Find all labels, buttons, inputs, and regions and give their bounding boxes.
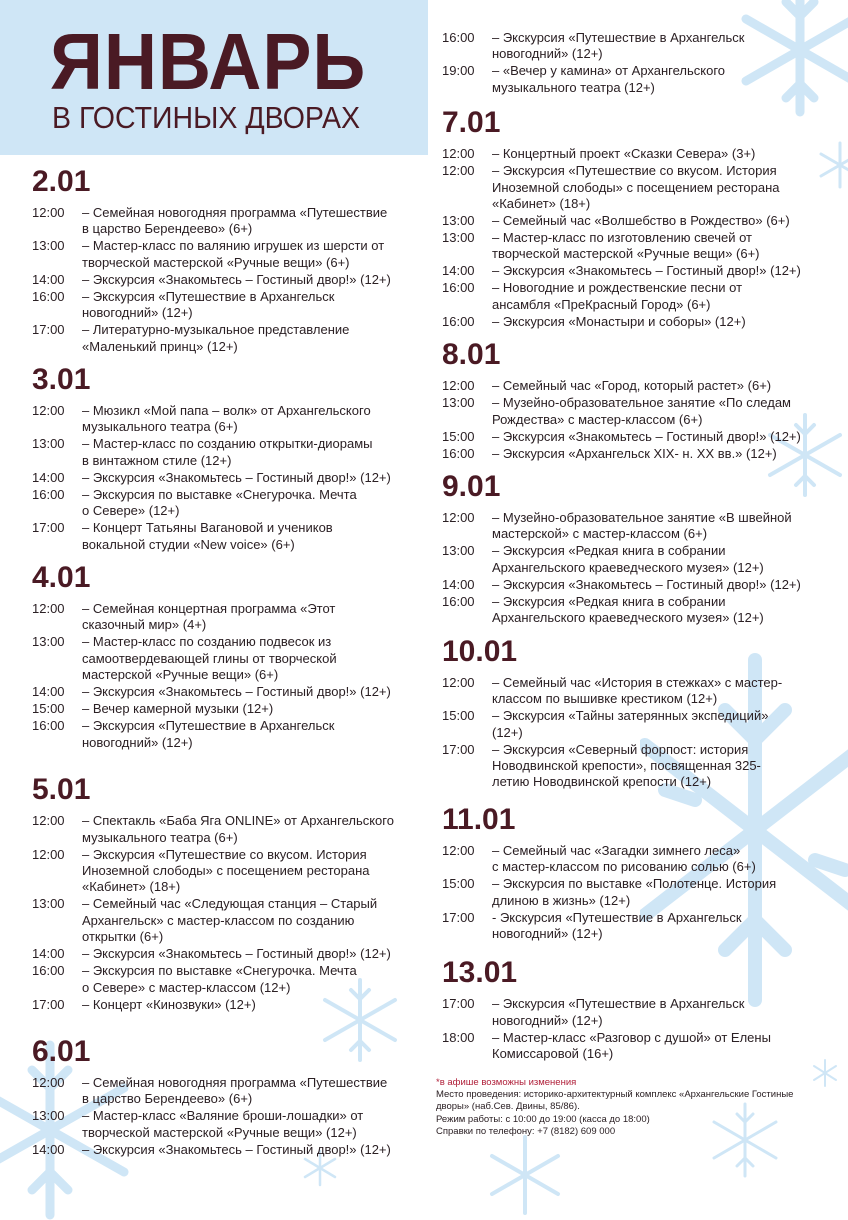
event-time: 12:00 [442,146,475,162]
day-section [442,336,832,462]
event-time: 12:00 [32,1074,65,1090]
event-text-line: – Концерт Татьяны Вагановой и учеников [82,520,333,536]
event-text-line: о Севере» (12+) [82,503,180,519]
event-text-line: – Экскурсия «Тайны затерянных экспедиций» [492,708,769,724]
schedule-right-column [442,30,832,1063]
event-text-line: сказочный мир» (4+) [82,617,207,633]
event-entry [32,289,420,322]
event-text-line: Архангельского краеведческого музея» (12+) [492,559,764,575]
event-text-line: Иноземной слободы» с посещением ресторана [82,862,370,878]
event-text-line: – Экскурсия «Знакомьтесь – Гостиный двор!» (12+) [82,684,391,700]
event-time: 15:00 [442,876,475,892]
event-time: 19:00 [442,63,475,79]
event-entry [442,63,832,96]
event-time: 16:00 [442,593,475,609]
day-date-heading: 10.01 [442,634,518,668]
event-text-line: – «Вечер у камина» от Архангельского [492,63,726,79]
event-entry [32,946,420,962]
event-entry [32,1075,420,1108]
day-section [442,801,832,943]
event-text-line: – Мастер-класс по созданию подвесок из [82,634,332,650]
event-time: 16:00 [32,718,65,734]
event-entry [442,163,832,212]
event-entry [442,742,832,791]
event-text-line: в царство Берендеево» (6+) [82,221,253,237]
event-entry [442,675,832,708]
footer-notes [436,1077,796,1138]
event-time: 12:00 [32,813,65,829]
event-text-line: Архангельского краеведческого музея» (12+) [492,610,764,626]
event-time: 15:00 [442,708,475,724]
event-text-line: – Семейный час «Волшебство в Рождество» (6+) [492,213,790,229]
event-entry [32,238,420,271]
event-text-line: – Мастер-класс «Валяние броши-лошадки» от [82,1108,364,1124]
event-entry [32,322,420,355]
event-text-line: – Вечер камерной музыки (12+) [82,701,274,717]
hours-note: Режим работы: с 10:00 до 19:00 (касса до 18:00) [436,1113,650,1125]
event-text-line: мастерской» с мастер-классом (6+) [492,526,708,542]
event-time: 16:00 [32,288,65,304]
event-text-line: – Экскурсия «Путешествие в Архангельск [492,996,745,1012]
event-text-line: – Экскурсия «Путешествие в Архангельск [82,288,335,304]
event-time: 12:00 [442,378,475,394]
event-text-line: в царство Берендеево» (6+) [82,1091,253,1107]
venue-note: Место проведения: историко-архитектурный комплекс «Архангельские Гостиные дворы» (наб.Сев. Двины, 85/86). [436,1089,794,1113]
event-text-line: – Музейно-образовательное занятие «В швейной [492,510,792,526]
event-text-line: – Экскурсия «Монастыри и соборы» (12+) [492,313,746,329]
event-text-line: – Экскурсия «Северный форпост: история [492,741,749,757]
event-text-line: – Семейный час «История в стежках» с мастер- [492,674,783,690]
event-entry [442,146,832,162]
event-entry [32,684,420,700]
event-text-line: «Маленький принц» (12+) [82,338,238,354]
event-text-line: Иноземной слободы» с посещением ресторана [492,179,780,195]
event-time: 16:00 [442,280,475,296]
event-time: 12:00 [32,601,65,617]
event-time: 14:00 [32,469,65,485]
event-time: 14:00 [32,271,65,287]
event-time: 14:00 [442,263,475,279]
event-text-line: о Севере» с мастер-классом (12+) [82,979,291,995]
event-entry [32,813,420,846]
event-text-line: «Кабинет» (18+) [492,196,591,212]
event-entry [442,594,832,627]
event-text-line: новогодний» (12+) [492,1012,603,1028]
event-entry [442,213,832,229]
event-entry [442,429,832,445]
event-text-line: – Семейный час «Город, который растет» (6+) [492,378,772,394]
event-entry [32,403,420,436]
event-entry [442,280,832,313]
event-text-line: – Семейная концертная программа «Этот [82,601,336,617]
changes-note: *в афише возможны изменения [436,1077,577,1088]
event-text-line: с мастер-классом по рисованию солью (6+) [492,859,756,875]
event-text-line: Рождества» с мастер-классом (6+) [492,411,703,427]
event-text-line: – Концертный проект «Сказки Севера» (3+) [492,146,756,162]
event-time: 16:00 [442,445,475,461]
event-entry [442,577,832,593]
event-text-line: – Экскурсия «Знакомьтесь – Гостиный двор!» (12+) [82,946,391,962]
event-entry [442,510,832,543]
event-text-line: – Новогодние и рождественские песни от [492,280,743,296]
event-text-line: – Экскурсия «Знакомьтесь – Гостиный двор!» (12+) [492,576,801,592]
day-date-heading: 11.01 [442,802,516,836]
event-time: 12:00 [442,163,475,179]
day-date-heading: 7.01 [442,106,501,140]
event-text-line: новогодний» (12+) [492,925,603,941]
event-text-line: – Мастер-класс по валянию игрушек из шерсти от [82,238,385,254]
phone-note: Справки по телефону: +7 (8182) 609 000 [436,1125,616,1137]
schedule-left-column [32,163,420,1159]
event-text-line: – Семейный час «Следующая станция – Старый [82,896,378,912]
event-text-line: в винтажном стиле (12+) [82,452,232,468]
event-time: 14:00 [32,684,65,700]
day-section [442,633,832,791]
event-time: 17:00 [32,996,65,1012]
event-entry [32,272,420,288]
day-section [32,163,420,355]
event-text-line: – Мастер-класс «Разговор с душой» от Елены [492,1029,771,1045]
event-entry [442,263,832,279]
event-time: 17:00 [32,322,65,338]
day-date-heading: 8.01 [442,338,501,372]
event-text-line: новогодний» (12+) [82,305,193,321]
event-time: 13:00 [442,213,475,229]
event-text-line: – Мастер-класс по изготовлению свечей от [492,230,753,246]
event-entry [442,378,832,394]
event-entry [442,876,832,909]
event-time: 15:00 [442,428,475,444]
day-date-heading: 6.01 [32,1034,91,1068]
snowflake-decoration-bottom-mid-icon [480,1135,570,1215]
event-text-line: открытки (6+) [82,929,164,945]
event-text-line: летию Новодвинской крепости (12+) [492,774,712,790]
event-text-line: Новодвинской крепости», посвященная 325- [492,757,761,773]
event-text-line: – Экскурсия «Путешествие со вкусом. История [82,846,367,862]
event-text-line: – Мастер-класс по созданию открытки-диорамы [82,436,373,452]
event-time: 13:00 [442,543,475,559]
event-time: 17:00 [442,741,475,757]
event-text-line: новогодний» (12+) [492,46,603,62]
event-text-line: – Экскурсия «Редкая книга в собрании [492,593,726,609]
event-entry [32,205,420,238]
event-entry [442,395,832,428]
event-text-line: музыкального театра (6+) [82,829,238,845]
event-time: 16:00 [442,313,475,329]
event-text-line: Архангельск» с мастер-классом по созданию [82,912,355,928]
event-entry [32,963,420,996]
event-text-line: – Экскурсия «Знакомьтесь – Гостиный двор!» (12+) [492,263,801,279]
event-text-line: вокальной студии «New voice» (6+) [82,536,295,552]
day-date-heading: 4.01 [32,561,91,595]
event-text-line: – Экскурсия по выставке «Снегурочка. Мечта [82,963,357,979]
event-text-line: ансамбля «ПреКрасный Город» (6+) [492,296,711,312]
event-text-line: – Экскурсия «Путешествие со вкусом. История [492,163,777,179]
event-time: 12:00 [32,403,65,419]
event-entry [442,996,832,1029]
event-text-line: – Семейная новогодняя программа «Путешествие [82,205,388,220]
day-section [32,361,420,553]
event-text-line: классом по вышивке крестиком (12+) [492,691,718,707]
event-text-line: длиною в жизнь» (12+) [492,892,631,908]
event-text-line: – Экскурсия «Знакомьтесь – Гостиный двор!» (12+) [82,469,391,485]
event-entry [32,1142,420,1158]
event-entry [32,470,420,486]
day-section [442,954,832,1062]
event-text-line: творческой мастерской «Ручные вещи» (6+) [492,246,760,262]
event-time: 14:00 [32,946,65,962]
event-entry [442,446,832,462]
event-time: 14:00 [442,576,475,592]
event-entry [32,718,420,751]
event-entry [32,896,420,945]
event-time: 16:00 [442,30,475,45]
event-text-line: – Литературно-музыкальное представление [82,322,350,338]
event-text-line: – Музейно-образовательное занятие «По следам [492,395,791,411]
day-section [442,468,832,627]
event-text-line: – Экскурсия по выставке «Снегурочка. Мечта [82,486,357,502]
day-section [442,104,832,330]
event-text-line: – Экскурсия «Архангельск XIX- н. XX вв.» (12+) [492,445,777,461]
event-time: 14:00 [32,1141,65,1157]
event-entry [32,847,420,896]
event-entry [442,230,832,263]
event-time: 16:00 [32,486,65,502]
event-text-line: Комиссаровой (16+) [492,1046,614,1062]
event-text-line: творческой мастерской «Ручные вещи» (6+) [82,254,350,270]
event-entry [442,543,832,576]
event-time: 13:00 [32,896,65,912]
event-text-line: – Спектакль «Баба Яга ONLINE» от Архангельского [82,813,394,829]
event-text-line: (12+) [492,724,523,740]
event-entry [32,487,420,520]
event-text-line: – Экскурсия «Знакомьтесь – Гостиный двор!» (12+) [82,1141,391,1157]
event-text-line: – Семейная новогодняя программа «Путешествие [82,1074,388,1090]
event-text-line: – Экскурсия «Путешествие в Архангельск [492,30,745,45]
day-date-heading: 3.01 [32,363,91,397]
event-time: 18:00 [442,1029,475,1045]
event-time: 16:00 [32,963,65,979]
day-date-heading: 9.01 [442,470,501,504]
event-time: 17:00 [32,520,65,536]
event-time: 13:00 [442,395,475,411]
event-time: 17:00 [442,996,475,1012]
event-time: 17:00 [442,909,475,925]
event-text-line: музыкального театра (12+) [492,79,655,95]
event-entry [32,634,420,683]
event-time: 13:00 [32,238,65,254]
event-text-line: – Мюзикл «Мой папа – волк» от Архангельского [82,403,371,419]
event-time: 13:00 [32,1108,65,1124]
event-entry [32,997,420,1013]
event-time: 12:00 [442,510,475,526]
header-banner [0,0,428,155]
event-time: 12:00 [32,205,65,220]
page-title: ЯНВАРЬ [50,17,367,106]
day-section [32,771,420,1013]
event-entry [32,1108,420,1141]
event-text-line: – Концерт «Кинозвуки» (12+) [82,996,256,1012]
event-text-line: музыкального театра (6+) [82,419,238,435]
event-entry [32,436,420,469]
continued-day-section [442,30,832,96]
event-time: 12:00 [442,674,475,690]
event-text-line: – Экскурсия «Путешествие в Архангельск [82,718,335,734]
event-entry [442,708,832,741]
event-text-line: самоотвердевающей глины от творческой [82,650,337,666]
event-time: 12:00 [32,846,65,862]
event-entry [442,843,832,876]
event-time: 15:00 [32,701,65,717]
event-text-line: – Экскурсия «Знакомьтесь – Гостиный двор!» (12+) [492,428,801,444]
event-text-line: – Семейный час «Загадки зимнего леса» [492,842,741,858]
event-entry [442,314,832,330]
day-date-heading: 5.01 [32,773,91,807]
event-text-line: новогодний» (12+) [82,734,193,750]
day-date-heading: 2.01 [32,165,91,198]
page-subtitle: В ГОСТИНЫХ ДВОРАХ [52,100,361,135]
event-text-line: – Экскурсия «Знакомьтесь – Гостиный двор!» (12+) [82,271,391,287]
event-text-line: «Кабинет» (18+) [82,879,181,895]
event-text-line: мастерской «Ручные вещи» (6+) [82,667,279,683]
event-entry [32,601,420,634]
event-text-line: - Экскурсия «Путешествие в Архангельск [492,909,742,925]
event-entry [442,910,832,943]
event-entry [442,1030,832,1063]
event-time: 13:00 [32,634,65,650]
event-time: 13:00 [442,230,475,246]
event-time: 12:00 [442,842,475,858]
event-text-line: творческой мастерской «Ручные вещи» (12+) [82,1124,357,1140]
event-text-line: – Экскурсия по выставке «Полотенце. История [492,876,777,892]
event-entry [32,520,420,553]
day-section [32,559,420,751]
event-text-line: – Экскурсия «Редкая книга в собрании [492,543,726,559]
event-time: 13:00 [32,436,65,452]
day-date-heading: 13.01 [442,956,518,990]
day-section [32,1033,420,1158]
event-entry [442,30,832,63]
event-entry [32,701,420,717]
